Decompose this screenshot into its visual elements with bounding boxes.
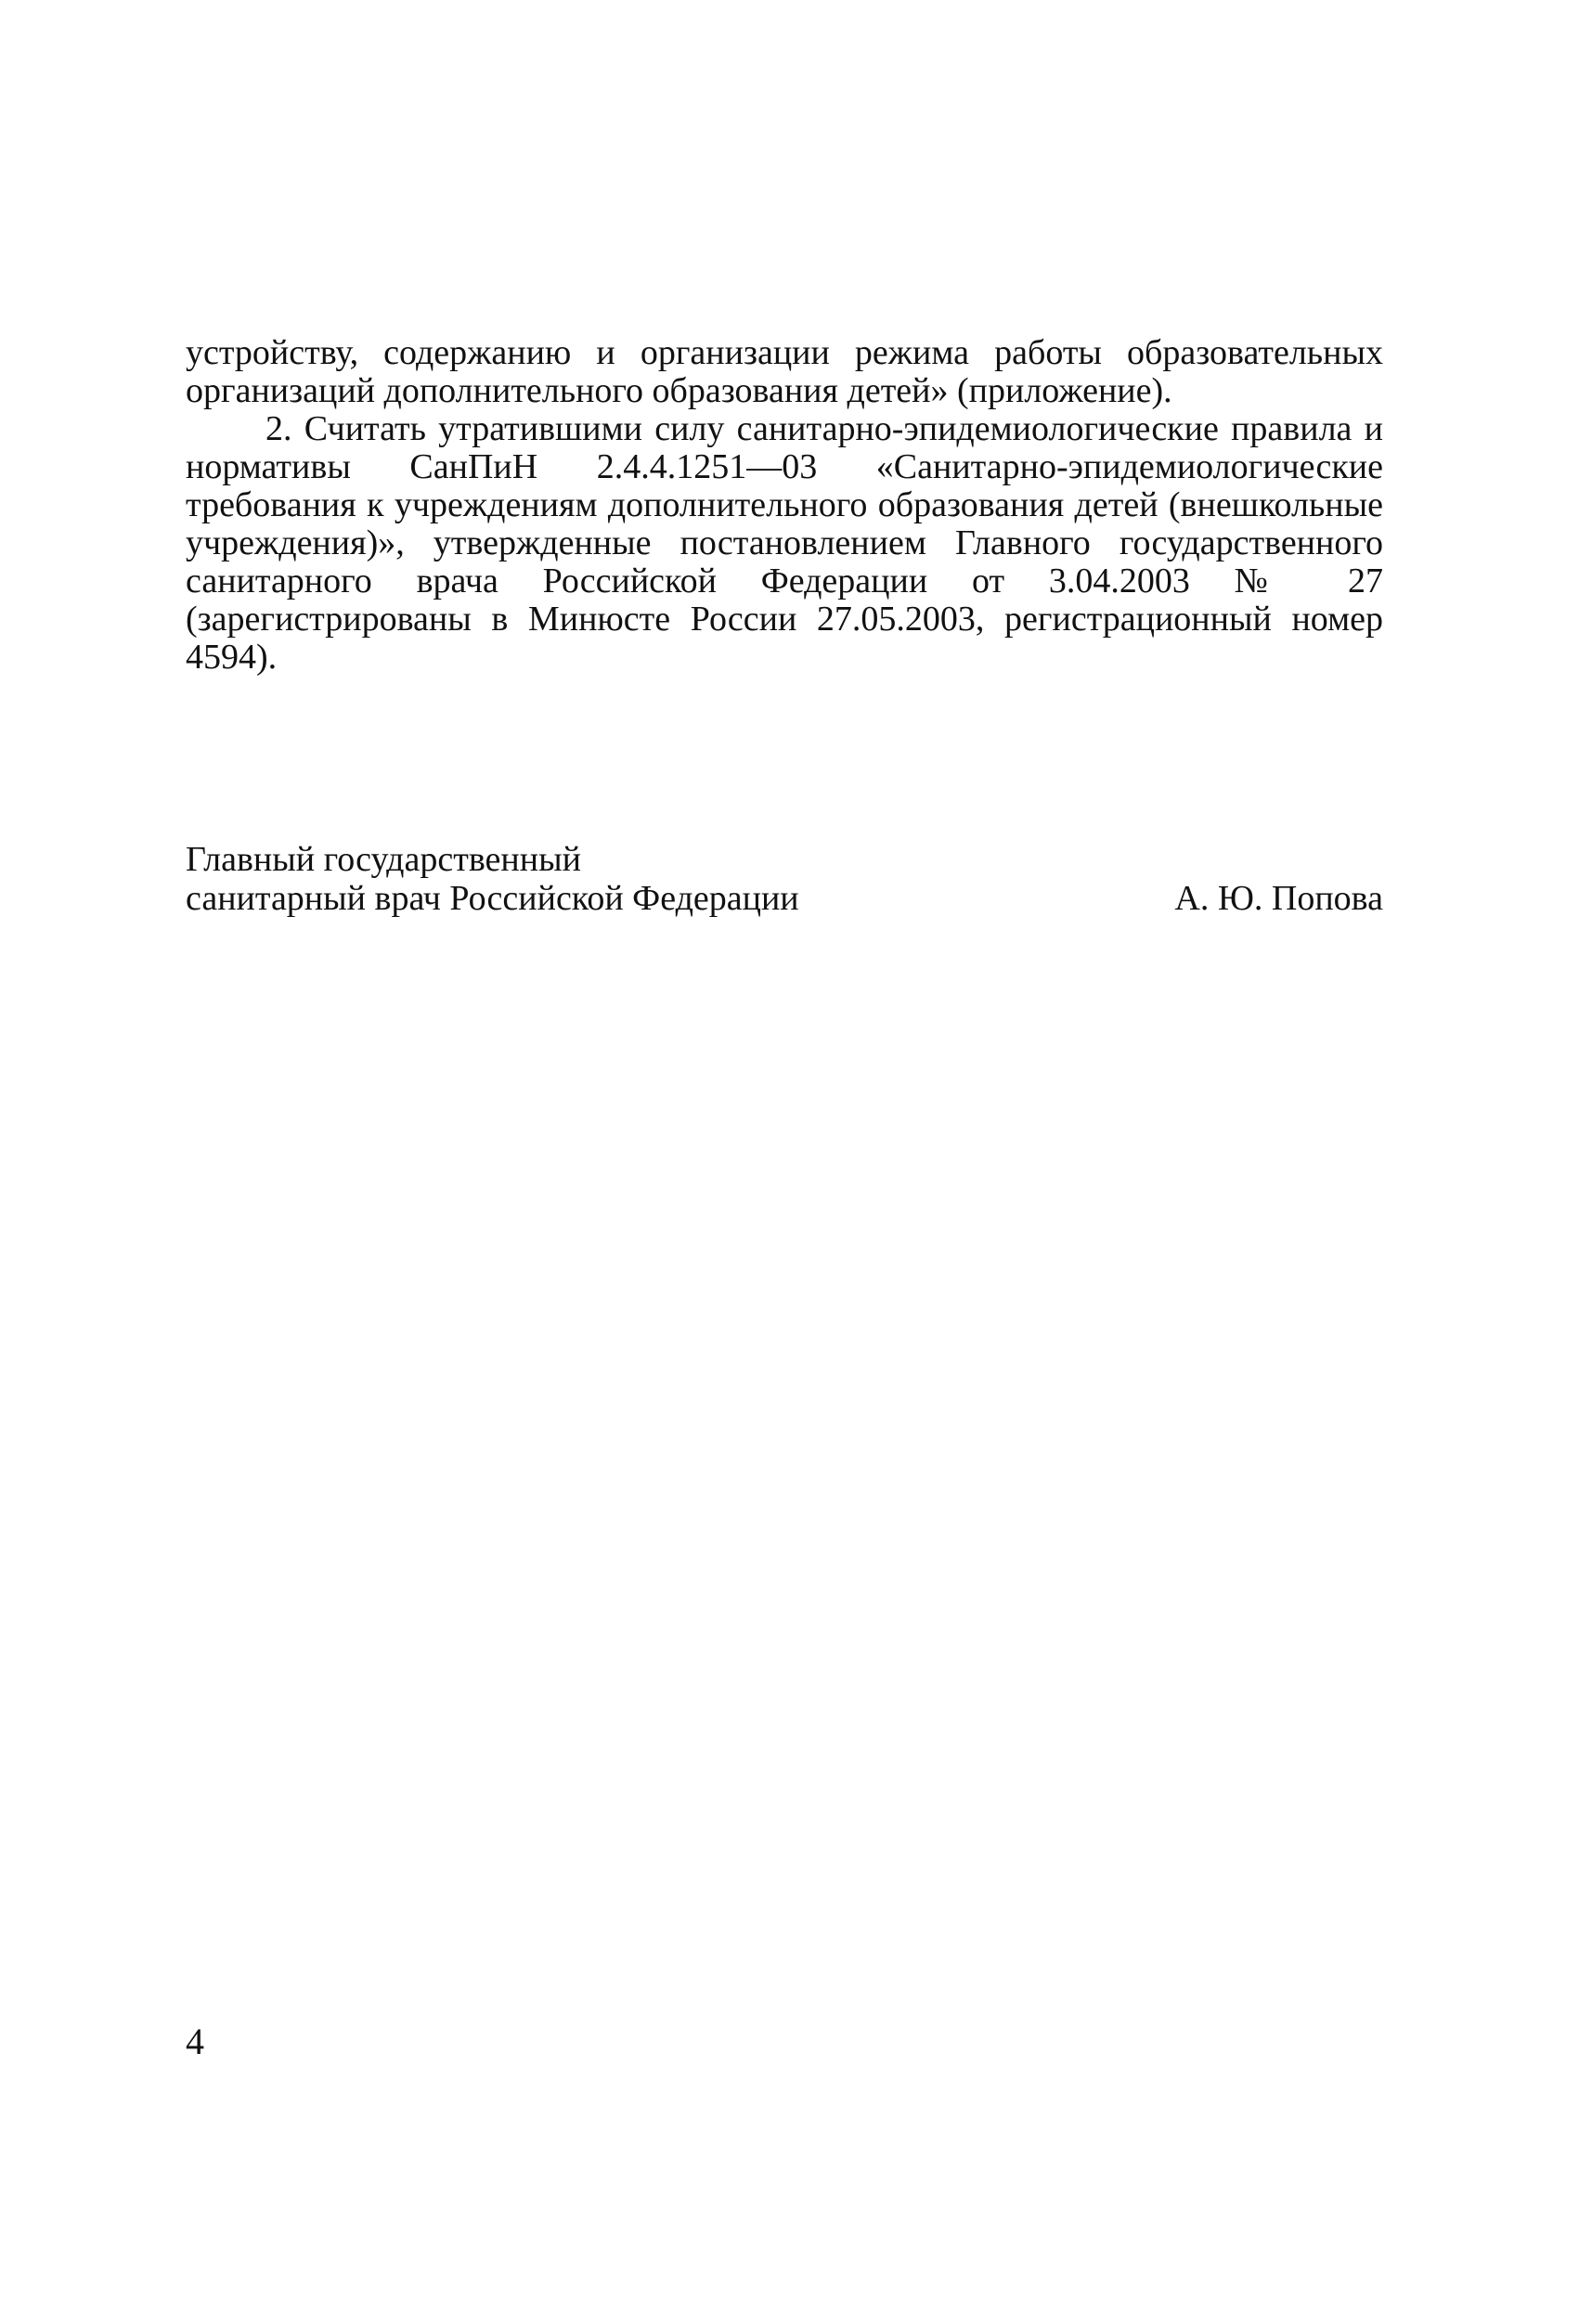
- signature-block: [186, 840, 1383, 918]
- page-number: 4: [186, 2021, 204, 2062]
- signatory-name: А. Ю. Попова: [1174, 879, 1383, 918]
- document-body: [186, 334, 1383, 677]
- signatory-title-line-2: санитарный врач Российской Федерации: [186, 879, 799, 918]
- paragraph-item-2: 2. Считать утратившими силу санитарно-эпидемиологические правила и нормативы СанПиН 2.4.4.1251—03 «Санитарно-эпидемиологические требования к учреждениям дополнительного образования детей (внешкольные учреждения)», утвержденные постановлением Главного государственного санитарного врача Российской Федерации от 3.04.2003 № 27 (зарегистрированы в Минюсте России 27.05.2003, регистрационный номер 4594).: [186, 409, 1383, 677]
- signatory-title-line-1: Главный государственный: [186, 840, 581, 879]
- paragraph-continuation: устройству, содержанию и организации режима работы образовательных организаций дополнительного образования детей» (приложение).: [186, 333, 1383, 410]
